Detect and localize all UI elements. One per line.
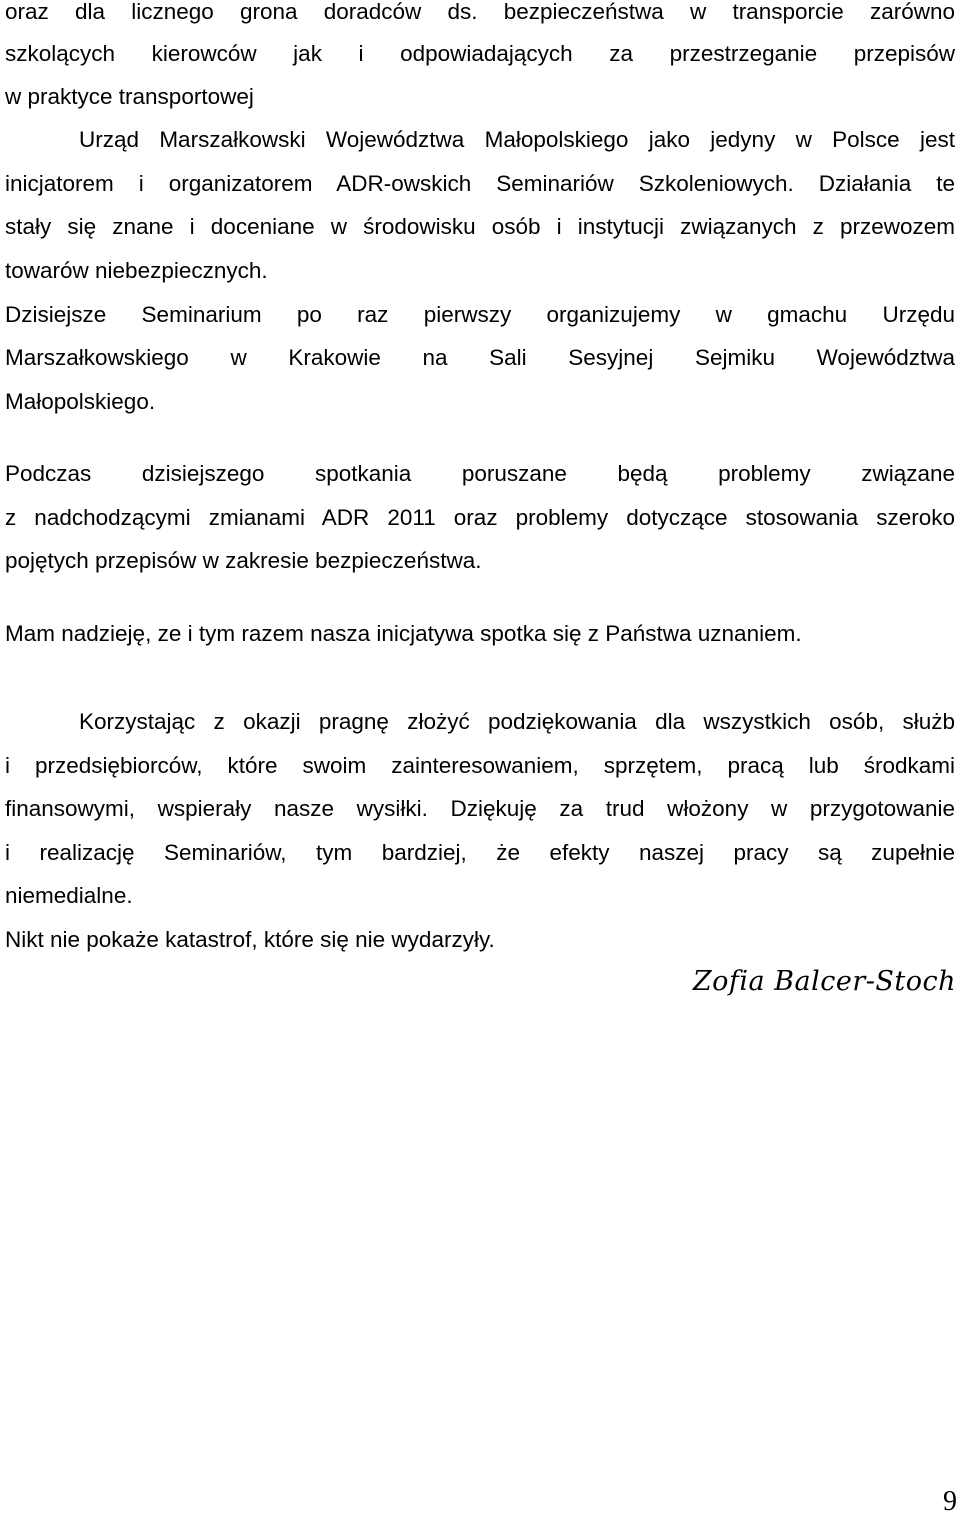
text-line: Małopolskiego. bbox=[5, 389, 156, 414]
text-line: i realizację Seminariów, tym bardziej, że efekty naszej pracy są zupełnie bbox=[5, 840, 955, 865]
page-number: 9 bbox=[943, 1486, 957, 1517]
text-line: Mam nadzieję, ze i tym razem nasza inicjatywa spotka się z Państwa uznaniem. bbox=[5, 621, 802, 646]
text-line: niemedialne. bbox=[5, 883, 133, 908]
text-line: oraz dla licznego grona doradców ds. bezpieczeństwa w transporcie zarówno bbox=[5, 0, 955, 24]
signature: Zofia Balcer-Stoch bbox=[692, 966, 956, 997]
text-line: w praktyce transportowej bbox=[5, 84, 254, 109]
text-line: towarów niebezpiecznych. bbox=[5, 258, 268, 283]
text-line: z nadchodzącymi zmianami ADR 2011 oraz problemy dotyczące stosowania szeroko bbox=[5, 505, 955, 530]
text-line: Korzystając z okazji pragnę złożyć podziękowania dla wszystkich osób, służb bbox=[79, 709, 955, 734]
text-line: Dzisiejsze Seminarium po raz pierwszy organizujemy w gmachu Urzędu bbox=[5, 302, 955, 327]
text-line: Urząd Marszałkowski Województwa Małopolskiego jako jedyny w Polsce jest bbox=[79, 127, 955, 152]
text-line: stały się znane i doceniane w środowisku osób i instytucji związanych z przewozem bbox=[5, 214, 955, 239]
text-line: Podczas dzisiejszego spotkania poruszane będą problemy związane bbox=[5, 461, 955, 486]
text-line: Marszałkowskiego w Krakowie na Sali Sesyjnej Sejmiku Województwa bbox=[5, 345, 955, 370]
text-line: szkolących kierowców jak i odpowiadających za przestrzeganie przepisów bbox=[5, 41, 955, 66]
text-line: Nikt nie pokaże katastrof, które się nie wydarzyły. bbox=[5, 927, 495, 952]
text-line: pojętych przepisów w zakresie bezpieczeństwa. bbox=[5, 548, 482, 573]
text-line: finansowymi, wspierały nasze wysiłki. Dziękuję za trud włożony w przygotowanie bbox=[5, 796, 955, 821]
text-line: inicjatorem i organizatorem ADR-owskich Seminariów Szkoleniowych. Działania te bbox=[5, 171, 955, 196]
text-line: i przedsiębiorców, które swoim zainteresowaniem, sprzętem, pracą lub środkami bbox=[5, 753, 955, 778]
